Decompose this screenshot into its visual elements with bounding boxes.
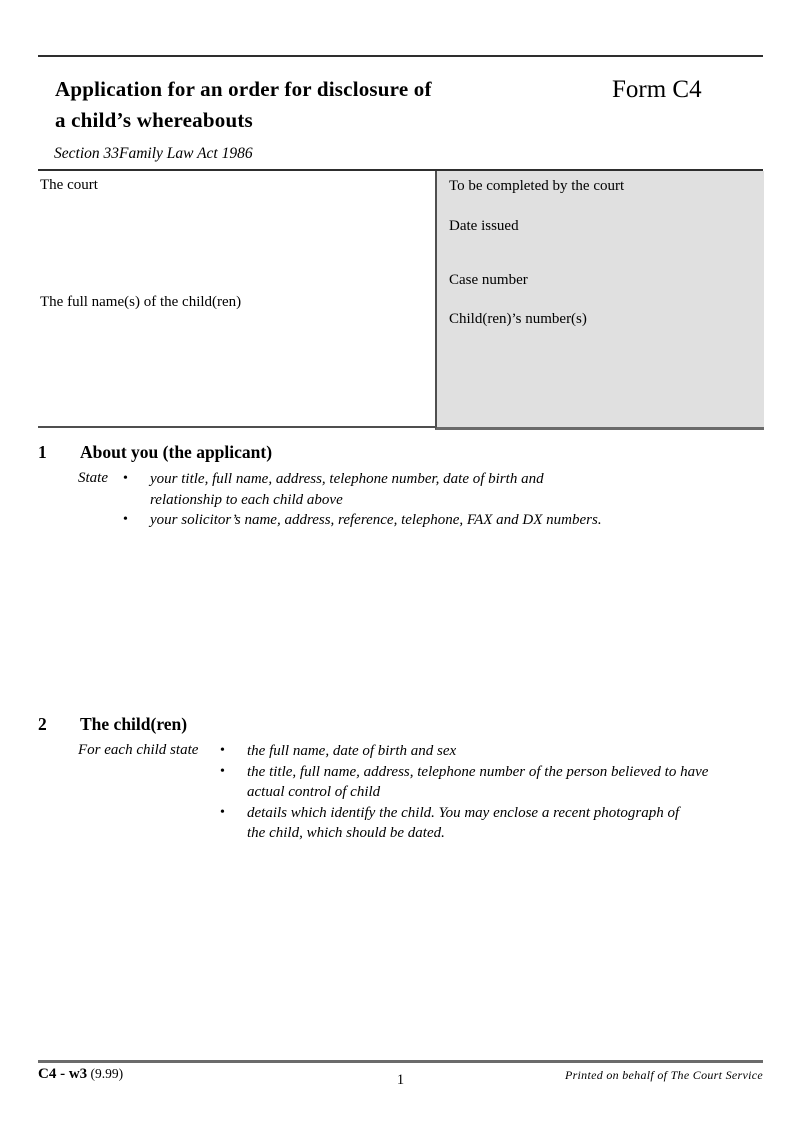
bullet-icon bbox=[123, 469, 150, 490]
bullet-item bbox=[123, 469, 602, 510]
bullet-item bbox=[220, 762, 708, 803]
bullet-item bbox=[220, 741, 708, 762]
form-title bbox=[55, 74, 432, 136]
section-1-number: 1 bbox=[38, 442, 47, 462]
bullet-line: your title, full name, address, telephone number, date of birth and bbox=[150, 471, 544, 487]
section-1-lead: State bbox=[78, 470, 108, 486]
form-title-line-2: a child’s whereabouts bbox=[55, 108, 253, 132]
bullet-line: the child, which should be dated. bbox=[247, 825, 445, 842]
section-1-heading: About you (the applicant) bbox=[80, 442, 273, 462]
bullet-icon bbox=[123, 510, 150, 531]
bullet-text bbox=[247, 741, 456, 762]
section-2-lead: For each child state bbox=[78, 742, 199, 758]
bullet-text bbox=[150, 510, 602, 531]
bullet-line: relationship to each child above bbox=[150, 491, 343, 508]
children-names-label: The full name(s) of the child(ren) bbox=[40, 294, 242, 310]
footer-rule bbox=[38, 1060, 763, 1063]
section-2-heading: The child(ren) bbox=[80, 714, 188, 734]
bullet-text bbox=[247, 803, 679, 844]
section-2-number: 2 bbox=[38, 714, 47, 734]
form-title-line-1: Application for an order for disclosure of bbox=[55, 77, 432, 101]
bullet-line: details which identify the child. You may enclose a recent photograph of bbox=[247, 804, 680, 821]
case-number-label: Case number bbox=[449, 272, 528, 288]
court-label: The court bbox=[40, 177, 98, 193]
bullet-line: the full name, date of birth and sex bbox=[247, 743, 457, 759]
bullet-text bbox=[150, 469, 544, 510]
bullet-icon bbox=[220, 803, 247, 824]
printed-note: Printed on behalf of The Court Service bbox=[564, 1068, 763, 1082]
court-use-panel bbox=[435, 171, 764, 430]
form-version: (9.99) bbox=[90, 1066, 124, 1081]
page-number: 1 bbox=[396, 1072, 405, 1088]
bullet-icon bbox=[220, 762, 247, 783]
bullet-item bbox=[220, 803, 708, 844]
completed-by-court-label: To be completed by the court bbox=[449, 178, 625, 194]
bullet-text bbox=[247, 762, 708, 803]
form-code: Form C4 bbox=[612, 76, 702, 103]
section-2-bullets bbox=[220, 741, 708, 844]
form-reference-code: C4 - w3 bbox=[38, 1066, 88, 1082]
top-rule bbox=[38, 55, 763, 57]
left-cell-divider bbox=[38, 426, 437, 428]
bullet-line: actual control of child bbox=[247, 784, 381, 801]
statute-reference: Section 33Family Law Act 1986 bbox=[54, 145, 253, 162]
section-1-bullets bbox=[123, 469, 602, 531]
bullet-icon bbox=[220, 741, 247, 762]
bullet-line: your solicitor’s name, address, reference, telephone, FAX and DX numbers. bbox=[150, 512, 602, 529]
children-number-label: Child(ren)’s number(s) bbox=[449, 311, 587, 327]
bullet-line: the title, full name, address, telephone number of the person believed to have bbox=[247, 763, 709, 780]
bullet-item bbox=[123, 510, 602, 531]
date-issued-label: Date issued bbox=[449, 218, 519, 234]
